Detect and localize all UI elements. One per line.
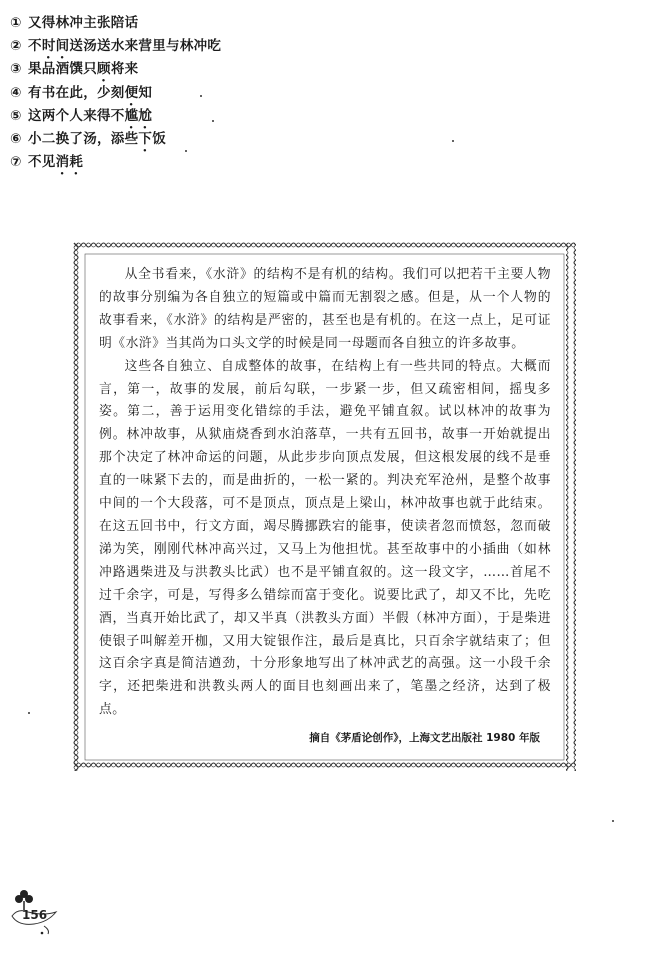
exercise-list [10,12,410,174]
exercise-number: ④ [10,84,22,101]
exercise-number: ① [10,15,22,31]
page-number: 156 [22,908,48,922]
page-number-ornament [4,886,64,938]
exercise-text: 不 [28,38,42,55]
exercise-number: ③ [10,61,22,78]
exercise-text-tail: 将来 [110,61,139,78]
exercise-number: ② [10,38,22,55]
exercise-text: 不见 [28,154,56,171]
exercise-number: ⑤ [10,107,22,124]
exercise-emphasis: 下 [138,130,153,147]
exercise-text-tail: 知 [138,84,153,101]
exercise-emphasis: 尴尬 [124,107,153,124]
exercise-item-7 [10,151,410,174]
exercise-emphasis: 时间 [41,38,70,55]
exercise-item-6 [10,128,410,151]
exercise-emphasis: 消耗 [55,154,84,171]
exercise-text: 小二换了汤，添些 [28,130,139,147]
exercise-text: 有书在此，少刻 [28,84,125,101]
exercise-text-tail: 送汤送水来营里与林冲吃 [69,38,222,55]
exercise-text: 这两个人来得不 [28,107,125,124]
exercise-item-2 [10,35,410,58]
print-speck [185,150,187,152]
print-speck [212,120,214,122]
exercise-item-3 [10,58,410,81]
exercise-item-4 [10,82,410,105]
exercise-number: ⑥ [10,130,22,147]
exercise-item-1 [10,12,410,35]
excerpt-text [99,264,551,722]
excerpt-source: 摘自《茅盾论创作》，上海文艺出版社 1980 年版 [309,732,540,744]
exercise-number: ⑦ [10,154,22,171]
print-speck [612,820,614,822]
excerpt-paragraph-2: 这些各自独立、自成整体的故事，在结构上有一些共同的特点。大概而言，第一，故事的发展，前后勾联，一步紧一步，但又疏密相间，摇曳多姿。第二，善于运用变化错综的手法，避免平铺直叙。试以林冲的故事为例。林冲故事，从狱庙烧香到水泊落草，一共有五回书，故事一开始就提出那个决定了林冲命运的问题，从此步步向顶点发展，但这根发展的线不是垂直的一味紧下去的，而是曲折的，一松一紧的。判决充军沧州，是整个故事中间的一个大段落，可不是顶点，顶点是上梁山，林冲故事也就于此结束。在这五回书中，行文方面，竭尽腾挪跌宕的能事，使读者忽而愤怒，忽而破涕为笑，刚刚代林冲高兴过，又马上为他担忧。甚至故事中的小插曲（如林冲路遇柴进及与洪教头比武）也不是平铺直叙的。这一段文字，……首尾不过千余字，可是，写得多么错综而富于变化。说要比武了，却又不比，先吃酒，当真开始比武了，却又半真（洪教头方面）半假（林冲方面），于是柴进使银子叫解差开枷，又用大锭银作注，最后是真比，只百余字就结束了；但这百余字真是简洁遒劲，十分形象地写出了林冲武艺的高强。这一小段千余字，还把柴进和洪教头两人的面目也刻画出来了，笔墨之经济，达到了极点。 [99,358,551,718]
exercise-item-5 [10,105,410,128]
excerpt-box [71,240,578,774]
excerpt-paragraph-1: 从全书看来，《水浒》的结构不是有机的结构。我们可以把若干主要人物的故事分别编为各自独立的短篇或中篇而无割裂之感。但是，从一个人物的故事看来，《水浒》的结构是严密的，甚至也是有机的。在这一点上，足可证明《水浒》当其尚为口头文学的时候是同一母题而各自独立的许多故事。 [99,267,551,351]
exercise-text-tail: 饭 [152,130,167,147]
exercise-text: 又得林冲主张陪话 [28,15,139,31]
print-speck [200,95,202,97]
print-speck [28,712,30,714]
exercise-text: 果品酒馔只 [28,61,97,78]
exercise-emphasis: 便 [124,84,139,101]
print-speck [452,140,454,142]
exercise-emphasis: 顾 [97,61,111,78]
